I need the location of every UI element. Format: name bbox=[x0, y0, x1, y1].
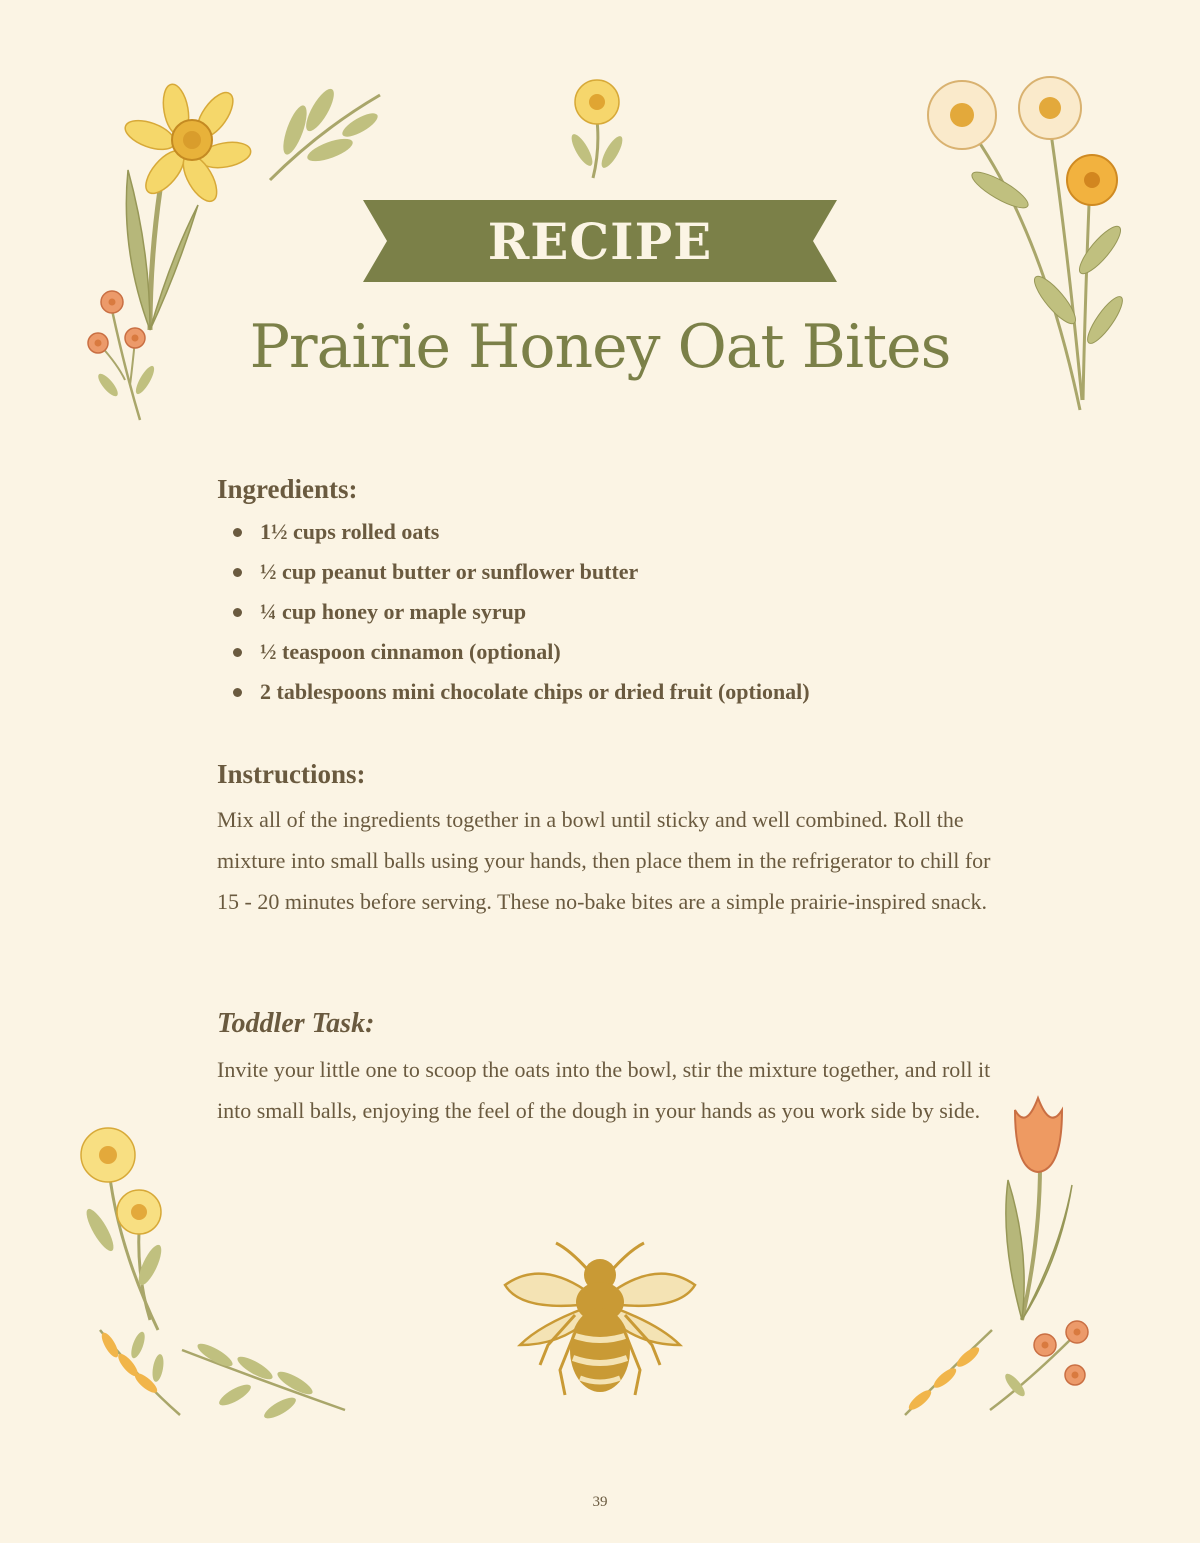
ingredients-heading: Ingredients: bbox=[217, 474, 358, 504]
bee-icon bbox=[505, 1243, 695, 1395]
toddler-task-text: Invite your little one to scoop the oats into the bowl, stir the mixture together, and roll it into small balls, enjoying the feel of the dough in your hands as you work side by side. bbox=[217, 1057, 991, 1123]
leaf-sprig-icon bbox=[270, 85, 381, 180]
recipe-title: Prairie Honey Oat Bites bbox=[249, 312, 951, 382]
bullet-icon bbox=[233, 688, 242, 697]
buttercup-icon bbox=[568, 80, 626, 178]
toddler-task-heading: Toddler Task: bbox=[217, 1008, 375, 1039]
small-orange-flower-icon bbox=[905, 1321, 1088, 1415]
list-item: 2 tablespoons mini chocolate chips or dried fruit (optional) bbox=[217, 672, 1017, 712]
list-item: 1½ cups rolled oats bbox=[217, 512, 1017, 552]
list-item: ½ teaspoon cinnamon (optional) bbox=[217, 632, 1017, 672]
ingredients-list bbox=[217, 512, 1017, 712]
tulip-icon bbox=[1006, 1098, 1072, 1320]
daffodil-icon bbox=[121, 82, 252, 330]
yellow-daisy-icon bbox=[81, 1128, 166, 1330]
bullet-icon bbox=[233, 528, 242, 537]
list-item: ¼ cup honey or maple syrup bbox=[217, 592, 1017, 632]
recipe-banner bbox=[363, 200, 837, 282]
page-number: 39 bbox=[592, 1494, 608, 1510]
bullet-icon bbox=[233, 568, 242, 577]
instructions-text: Mix all of the ingredients together in a bowl until sticky and well combined. Roll the mixture into small balls using your hands, then place them in the refrigerator to chill for 15 - 20 minutes before serving. These no-bake bites are a simple prairie-inspired snack. bbox=[217, 807, 991, 914]
leaf-sprig-icon bbox=[99, 1330, 345, 1422]
bullet-icon bbox=[233, 608, 242, 617]
banner-label: RECIPE bbox=[487, 211, 713, 271]
list-item: ½ cup peanut butter or sunflower butter bbox=[217, 552, 1017, 592]
instructions-heading: Instructions: bbox=[217, 759, 366, 789]
bullet-icon bbox=[233, 648, 242, 657]
